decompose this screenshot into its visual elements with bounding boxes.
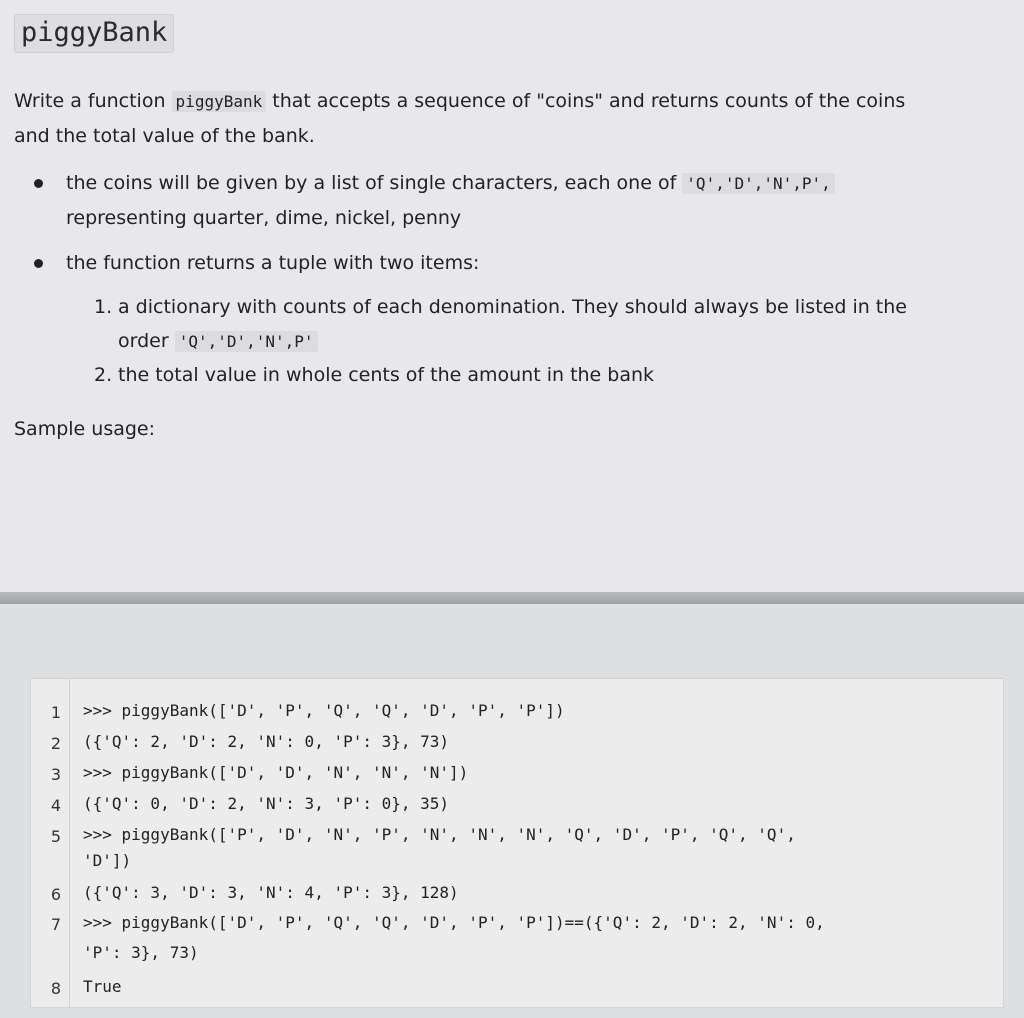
bullet-coins-text: the coins will be given by a list of single characters, each one of: [66, 172, 683, 194]
ordered-number: 1.: [94, 296, 113, 318]
code-block[interactable]: [30, 678, 1004, 1008]
code-line: >>> piggyBank(['D', 'P', 'Q', 'Q', 'D', 'P', 'P'])==({'Q': 2, 'D': 2, 'N': 0,: [83, 913, 825, 932]
code-line: ({'Q': 3, 'D': 3, 'N': 4, 'P': 3}, 128): [83, 883, 459, 902]
bullet-item-coins: [66, 166, 966, 235]
line-number: 7: [50, 915, 61, 934]
page-title: piggyBank: [14, 14, 174, 53]
ordered-item-2-text: the total value in whole cents of the amount in the bank: [118, 364, 655, 386]
line-number: 1: [50, 703, 61, 722]
intro-paragraph: [14, 84, 994, 153]
ordered-item-1-text: a dictionary with counts of each denomination. They should always be listed in the: [118, 296, 907, 318]
ordered-number: 2.: [94, 364, 113, 386]
sample-usage-label: Sample usage:: [14, 418, 156, 440]
line-number: 2: [50, 734, 61, 753]
code-line-wrap: 'P': 3}, 73): [83, 943, 199, 962]
code-line: True: [83, 977, 122, 996]
intro-line-2: and the total value of the bank.: [14, 125, 315, 147]
intro-line-1: [14, 84, 994, 119]
bullet-item-returns: [66, 246, 966, 280]
ordered-item-1-order-label: order: [118, 330, 175, 352]
ordered-item-1-line-1: [94, 290, 974, 324]
intro-prefix: Write a function: [14, 90, 172, 112]
bullet-coins-line-1: [66, 166, 966, 201]
function-name-code: piggyBank: [172, 91, 267, 112]
bullet-dot-icon: [34, 259, 43, 268]
code-line: >>> piggyBank(['D', 'D', 'N', 'N', 'N']): [83, 763, 469, 782]
ordered-item-1-line-2: [94, 324, 974, 359]
intro-suffix: that accepts a sequence of "coins" and returns counts of the coins: [266, 90, 906, 112]
bullet-dot-icon: [34, 179, 43, 188]
line-number: 5: [50, 827, 61, 846]
line-number: 6: [50, 885, 61, 904]
section-divider: [0, 592, 1024, 604]
code-line: ({'Q': 0, 'D': 2, 'N': 3, 'P': 0}, 35): [83, 794, 450, 813]
code-line: >>> piggyBank(['D', 'P', 'Q', 'Q', 'D', 'P', 'P']): [83, 701, 565, 720]
code-line-wrap: 'D']): [83, 851, 132, 870]
line-number: 8: [50, 979, 61, 998]
bullet-returns-text: the function returns a tuple with two items:: [66, 252, 480, 274]
code-line: >>> piggyBank(['P', 'D', 'N', 'P', 'N', 'N', 'N', 'Q', 'D', 'P', 'Q', 'Q',: [83, 825, 796, 844]
line-number: 3: [50, 765, 61, 784]
line-number: 4: [50, 796, 61, 815]
ordered-item-2: [94, 358, 974, 392]
coin-codes: 'Q','D','N',P',: [682, 173, 835, 194]
ordered-item-1: [94, 290, 974, 359]
code-line: ({'Q': 2, 'D': 2, 'N': 0, 'P': 3}, 73): [83, 732, 450, 751]
bullet-coins-line-2: representing quarter, dime, nickel, penny: [66, 207, 462, 229]
order-codes: 'Q','D','N',P': [175, 331, 318, 352]
